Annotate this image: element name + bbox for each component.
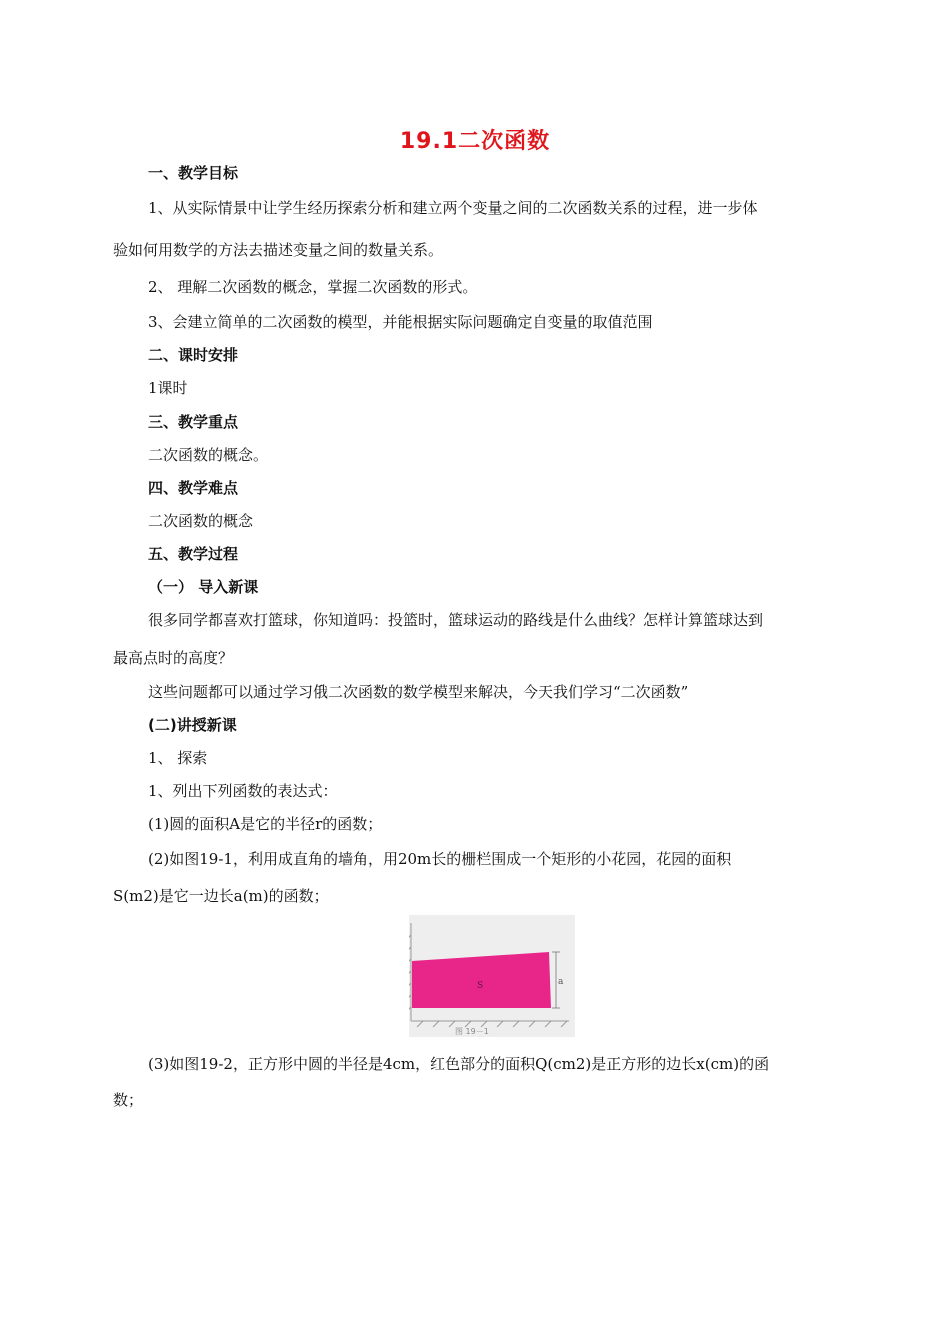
goal-1-line-2: 验如何用数学的方法去描述变量之间的数量关系。 [113,241,444,259]
intro-paragraph-line-1: 很多同学都喜欢打篮球，你知道吗：投篮时，篮球运动的路线是什么曲线？怎样计算篮球达到 [148,611,764,629]
list-intro: 1、列出下列函数的表达式： [148,782,338,800]
list-item-2-line-1: (2)如图19-1，利用成直角的墙角，用20m长的栅栏围成一个矩形的小花园，花园的面积 [148,850,732,868]
list-item-1: (1)圆的面积A是它的半径r的函数； [148,815,383,833]
schedule-text: 1课时 [148,379,188,397]
intro-paragraph-line-2: 最高点时的高度？ [113,649,234,667]
list-item-3-line-1: (3)如图19-2，正方形中圆的半径是4cm，红色部分的面积Q(cm2)是正方形的边长x(cm)的函 [148,1055,770,1073]
explore-item: 1、 探索 [148,749,208,767]
goal-3: 3、会建立简单的二次函数的模型，并能根据实际问题确定自变量的取值范围 [148,313,653,331]
list-item-3-line-2: 数； [113,1091,144,1109]
section-heading-process: 五、教学过程 [148,545,239,563]
section-heading-schedule: 二、课时安排 [148,346,239,364]
intro-paragraph-2: 这些问题都可以通过学习俄二次函数的数学模型来解决，今天我们学习“二次函数” [148,683,689,701]
garden-diagram [409,915,575,1037]
section-heading-difficulties: 四、教学难点 [148,479,239,497]
area-label: S [477,981,484,991]
subsection-heading-intro: （一） 导入新课 [148,578,259,596]
side-label: a [558,977,564,987]
goal-1-line-1: 1、从实际情景中让学生经历探索分析和建立两个变量之间的二次函数关系的过程，进一步体 [148,199,758,217]
garden-area-shape [412,952,551,1008]
section-heading-key-points: 三、教学重点 [148,413,239,431]
goal-2: 2、 理解二次函数的概念，掌握二次函数的形式。 [148,278,478,296]
section-heading-goals: 一、教学目标 [148,164,239,182]
list-item-2-line-2: S(m2)是它一边长a(m)的函数； [113,887,329,905]
page-title: 19.1二次函数 [399,129,551,154]
difficulties-text: 二次函数的概念 [148,512,254,530]
key-points-text: 二次函数的概念。 [148,446,269,464]
figure-19-1 [409,915,575,1037]
subsection-heading-teach: (二)讲授新课 [148,716,237,734]
figure-caption: 图 19－1 [455,1027,489,1036]
